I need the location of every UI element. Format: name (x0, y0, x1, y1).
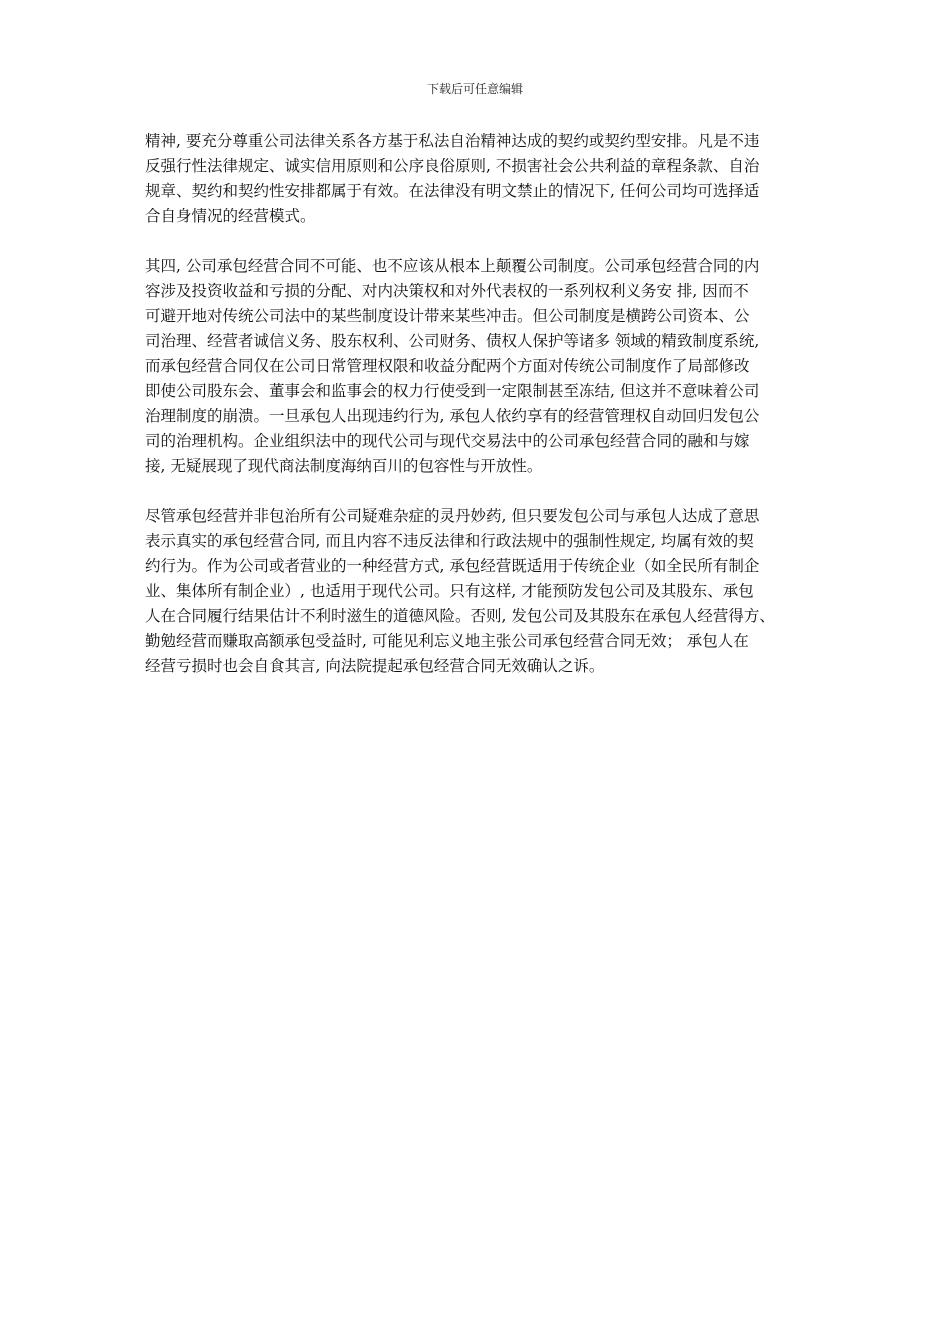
text-line: 治理制度的崩溃。一旦承包人出现违约行为, 承包人依约享有的经营管理权自动回归发包公 (145, 407, 760, 425)
document-body (145, 129, 805, 679)
text-line: 业、集体所有制企业）, 也适用于现代公司。只有这样, 才能预防发包公司及其股东、承包 (145, 582, 754, 600)
paragraph-2 (145, 254, 805, 479)
text-line: 规章、契约和契约性安排都属于有效。在法律没有明文禁止的情况下, 任何公司均可选择适 (145, 182, 760, 200)
text-line: 经营亏损时也会自食其言, 向法院提起承包经营合同无效确认之诉。 (145, 657, 605, 675)
text-line: 约行为。作为公司或者营业的一种经营方式, 承包经营既适用于传统企业（如全民所有制企 (145, 557, 760, 575)
text-line: 反强行性法律规定、诚实信用原则和公序良俗原则, 不损害社会公共利益的章程条款、自治 (145, 157, 760, 175)
text-line: 即使公司股东会、董事会和监事会的权力行使受到一定限制甚至冻结, 但这并不意味着公司 (145, 382, 760, 400)
text-line: 尽管承包经营并非包治所有公司疑难杂症的灵丹妙药, 但只要发包公司与承包人达成了意思 (145, 507, 760, 525)
paragraph-3 (145, 504, 805, 679)
page-header: 下载后可任意编辑 (426, 82, 523, 96)
text-line: 人在合同履行结果估计不利时滋生的道德风险。否则, 发包公司及其股东在承包人经营得方、 (145, 607, 775, 625)
text-line: 表示真实的承包经营合同, 而且内容不违反法律和行政法规中的强制性规定, 均属有效的契 (145, 532, 754, 550)
text-line: 容涉及投资收益和亏损的分配、对内决策权和对外代表权的一系列权利义务安 排, 因而不 (145, 282, 749, 300)
text-line: 司治理、经营者诚信义务、股东权利、公司财务、债权人保护等诸多 领域的精致制度系统, (145, 332, 760, 350)
paragraph-1 (145, 129, 805, 229)
text-line: 精神, 要充分尊重公司法律关系各方基于私法自治精神达成的契约或契约型安排。凡是不违 (145, 132, 760, 150)
text-line: 勤勉经营而赚取高额承包受益时, 可能见利忘义地主张公司承包经营合同无效； 承包人在 (145, 632, 749, 650)
text-line: 接, 无疑展现了现代商法制度海纳百川的包容性与开放性。 (145, 457, 543, 475)
text-line: 合自身情况的经营模式。 (145, 207, 316, 225)
text-line: 司的治理机构。企业组织法中的现代公司与现代交易法中的公司承包经营合同的融和与嫁 (145, 432, 750, 450)
text-line: 其四, 公司承包经营合同不可能、也不应该从根本上颠覆公司制度。公司承包经营合同的内 (145, 257, 760, 275)
text-line: 可避开地对传统公司法中的某些制度设计带来某些冲击。但公司制度是横跨公司资本、公 (145, 307, 750, 325)
text-line: 而承包经营合同仅在公司日常管理权限和收益分配两个方面对传统公司制度作了局部修改 (145, 357, 750, 375)
